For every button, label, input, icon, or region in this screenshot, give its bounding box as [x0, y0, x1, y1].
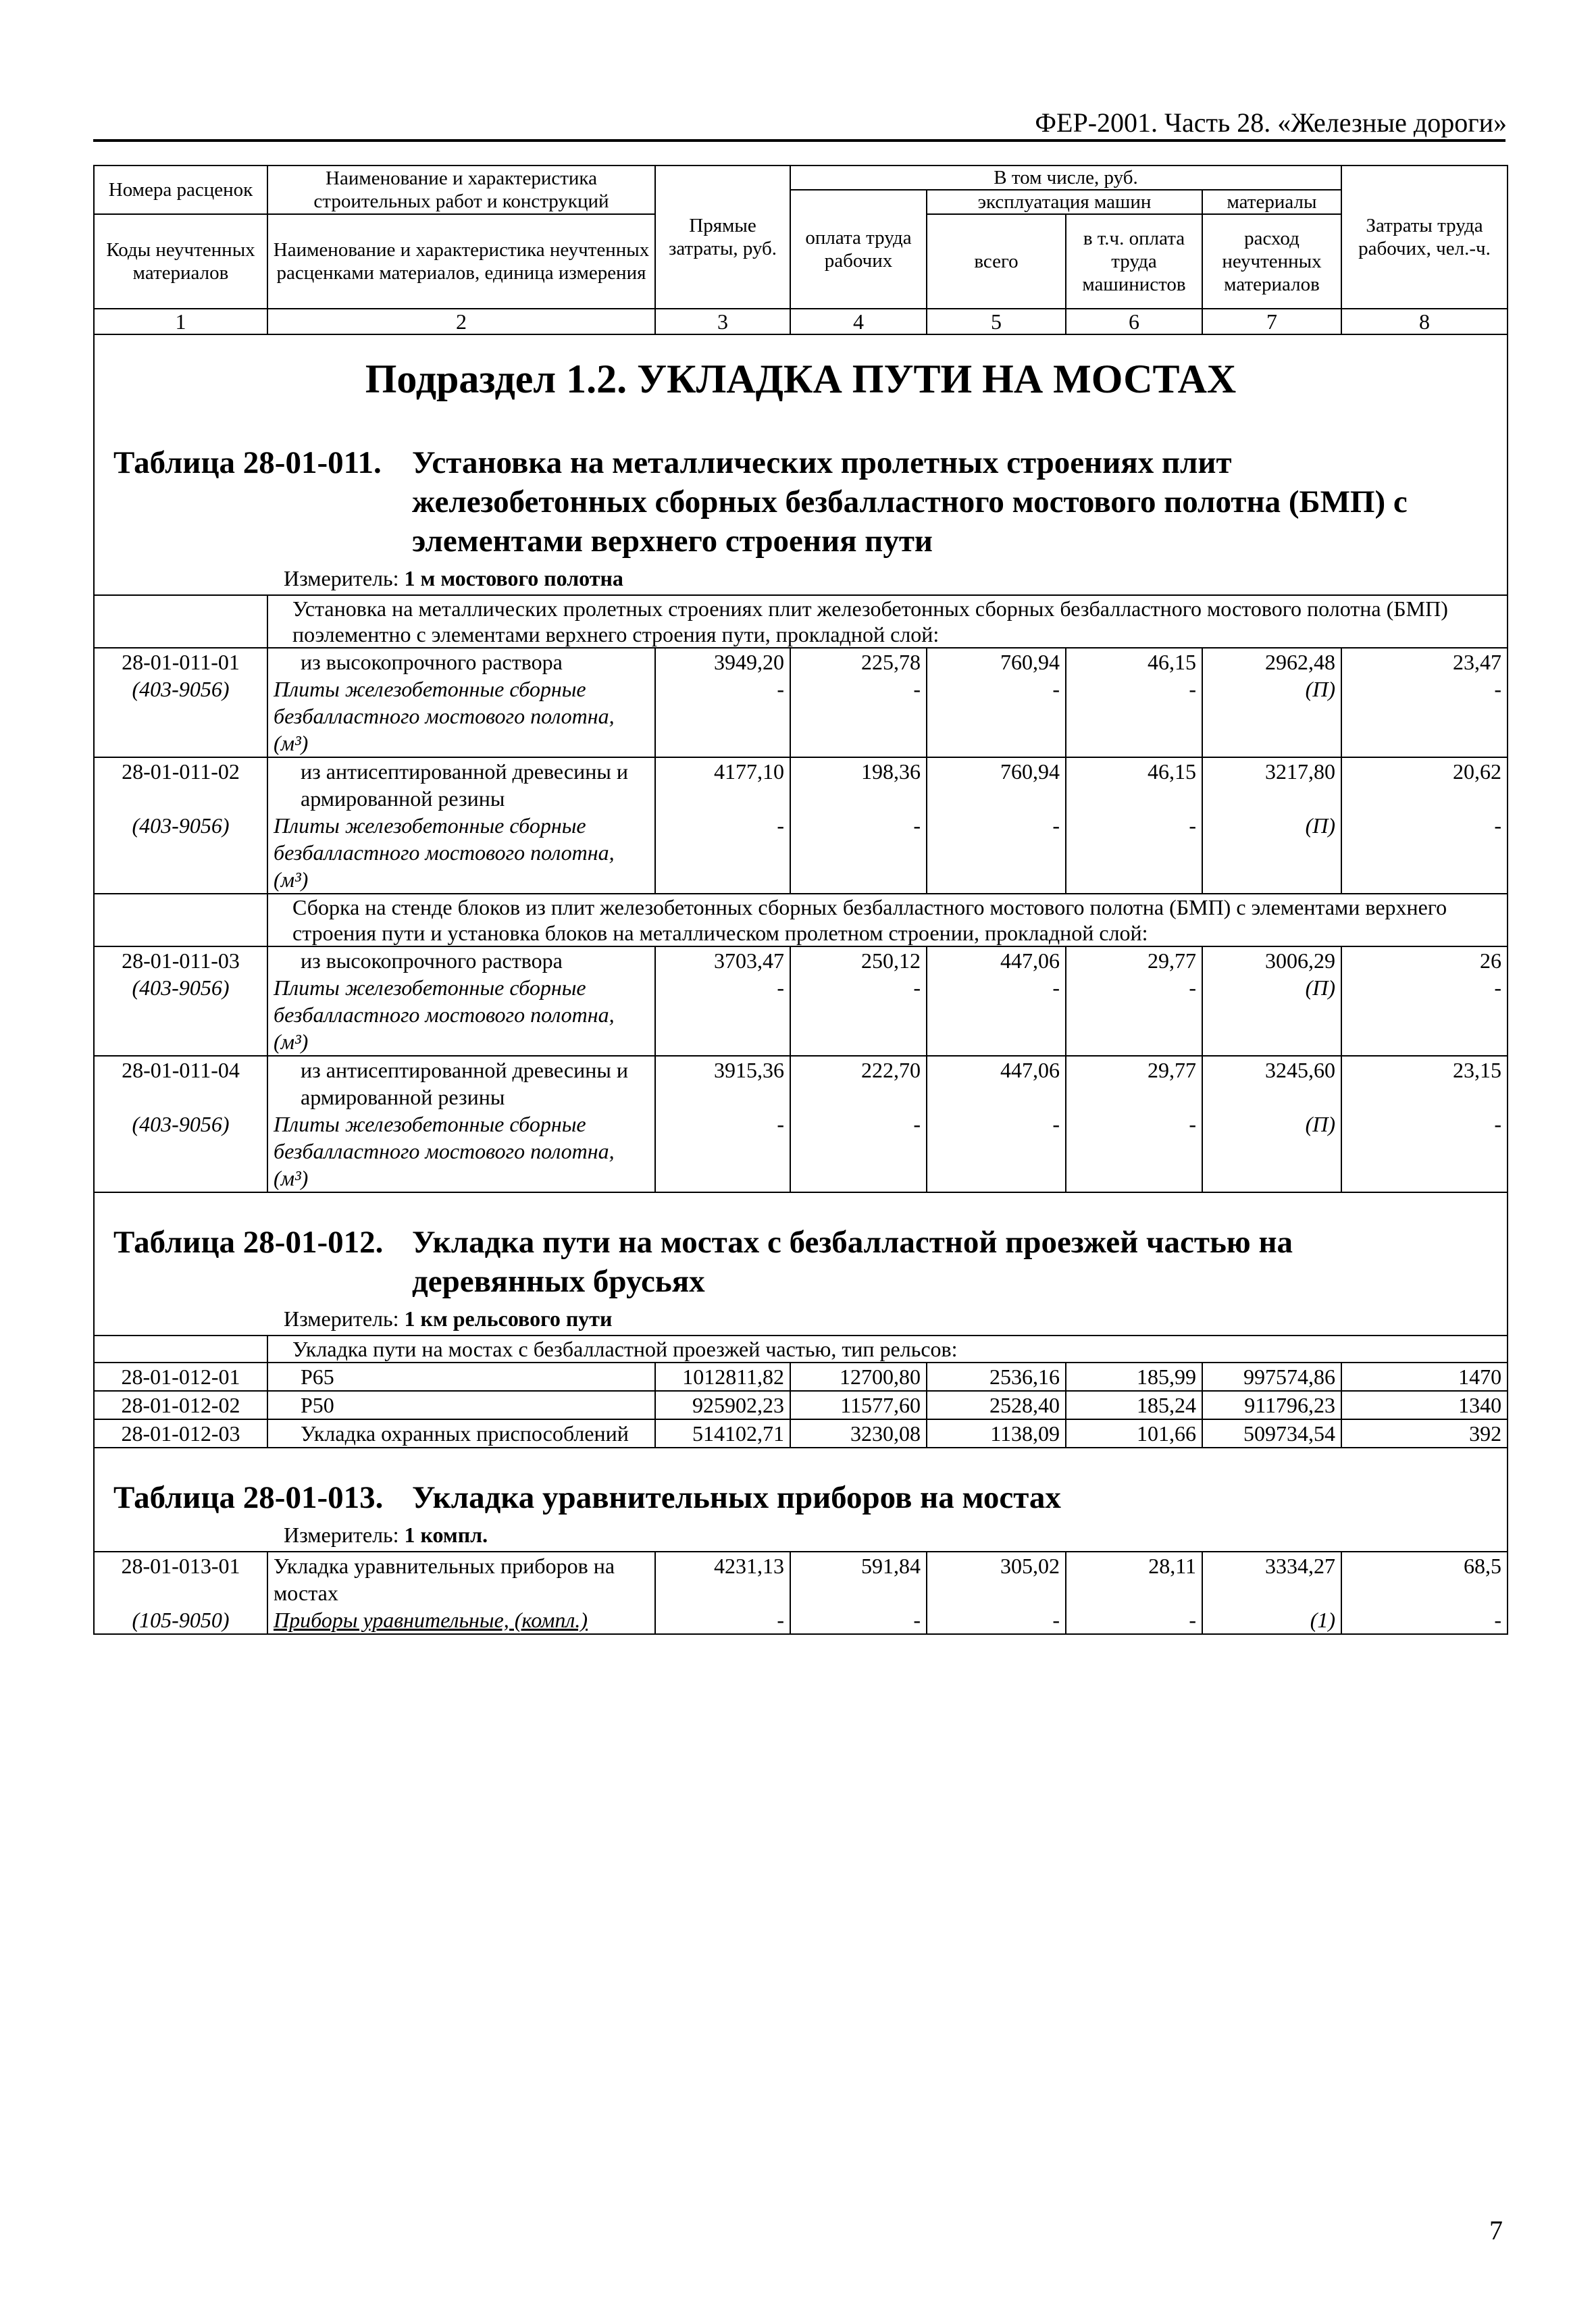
cell-labor: 23,15	[1341, 1056, 1507, 1111]
cell-machines: 760,94	[927, 757, 1066, 812]
cell-wages: 11577,60	[790, 1391, 927, 1419]
material-cell: -	[1066, 974, 1202, 1056]
col-header-labor: Затраты труда рабочих, чел.-ч.	[1341, 166, 1507, 309]
table-011-group-1: Установка на металлических пролетных строениях плит железобетонных сборных безбалластного мостового полотна (БМП) поэлементно с элементами верхнего строения пути, прокладной слой:	[267, 595, 1507, 648]
cell-machines: 305,02	[927, 1552, 1066, 1606]
col-header-number-top: Номера расценок	[95, 166, 267, 214]
measure-value: 1 компл.	[404, 1523, 488, 1547]
cell-machinist-wages: 46,15	[1066, 757, 1202, 812]
section-title: Подраздел 1.2. УКЛАДКА ПУТИ НА МОСТАХ	[365, 357, 1237, 401]
cell-direct: 4231,13	[655, 1552, 790, 1606]
group-spacer	[95, 595, 267, 648]
cell-machines: 447,06	[927, 946, 1066, 974]
col-num-8: 8	[1341, 309, 1507, 334]
material-cell: (П)	[1202, 812, 1341, 894]
table-011-title	[95, 443, 1507, 561]
col-header-name-bottom: Наименование и характеристика неучтенных расценками материалов, единица измерения	[267, 214, 655, 309]
table-row-name: из высокопрочного раствора	[267, 648, 655, 676]
table-row-code: 28-01-013-01	[95, 1552, 267, 1606]
table-row-name: Р50	[267, 1391, 655, 1419]
cell-labor: 392	[1341, 1419, 1507, 1448]
material-code: (403-9056)	[95, 1111, 267, 1192]
cell-machines: 2536,16	[927, 1363, 1066, 1391]
cell-wages: 3230,08	[790, 1419, 927, 1448]
material-cell: -	[1066, 812, 1202, 894]
table-row-name: Р65	[267, 1363, 655, 1391]
table-012-number: Таблица 28-01-012.	[113, 1225, 384, 1260]
cell-direct: 3703,47	[655, 946, 790, 974]
cell-labor: 26	[1341, 946, 1507, 974]
material-cell: -	[655, 974, 790, 1056]
cell-labor: 1340	[1341, 1391, 1507, 1419]
cell-machinist-wages: 185,99	[1066, 1363, 1202, 1391]
table-row-name: Укладка уравнительных приборов на мостах	[267, 1552, 655, 1606]
cell-wages: 591,84	[790, 1552, 927, 1606]
material-cell: -	[1066, 1606, 1202, 1634]
col-num-7: 7	[1202, 309, 1341, 334]
material-cell: -	[1066, 1111, 1202, 1192]
cell-direct: 925902,23	[655, 1391, 790, 1419]
cell-direct: 3949,20	[655, 648, 790, 676]
group-spacer	[95, 1336, 267, 1363]
cell-labor: 1470	[1341, 1363, 1507, 1391]
material-cell: -	[1341, 974, 1507, 1056]
cell-labor: 23,47	[1341, 648, 1507, 676]
cell-machinist-wages: 101,66	[1066, 1419, 1202, 1448]
measure-value: 1 м мостового полотна	[404, 566, 623, 590]
col-header-including: В том числе, руб.	[790, 166, 1341, 190]
column-header-table	[95, 165, 1507, 335]
table-013-title-line1: Укладка уравнительных приборов на мостах	[412, 1480, 1061, 1515]
material-cell: -	[1341, 812, 1507, 894]
document-body	[93, 165, 1508, 1635]
material-cell: -	[1341, 1111, 1507, 1192]
material-cell: -	[655, 1606, 790, 1634]
material-name: Плиты железобетонные сборные безбалластного мостового полотна, (м³)	[267, 676, 655, 757]
cell-materials: 2962,48	[1202, 648, 1341, 676]
table-013	[95, 1551, 1507, 1635]
col-header-machines-total: всего	[927, 214, 1066, 309]
table-011-group-2: Сборка на стенде блоков из плит железобетонных сборных безбалластного мостового полотна (БМП) с элементами верхнего строения пути и установка блоков на металлическом пролетном строении, прокладной слой:	[267, 894, 1507, 946]
measure-label: Измеритель:	[284, 1306, 399, 1331]
cell-materials: 3334,27	[1202, 1552, 1341, 1606]
cell-machines: 760,94	[927, 648, 1066, 676]
table-012-title-line1: Укладка пути на мостах с безбалластной проезжей частью на	[412, 1225, 1293, 1260]
cell-materials: 3245,60	[1202, 1056, 1341, 1111]
table-row-code: 28-01-011-03	[95, 946, 267, 974]
material-code: (403-9056)	[95, 974, 267, 1056]
running-header: ФЕР-2001. Часть 28. «Железные дороги»	[1035, 107, 1507, 138]
table-012	[95, 1335, 1507, 1448]
material-cell: (1)	[1202, 1606, 1341, 1634]
table-013-title	[95, 1478, 1507, 1517]
table-011-title-line2: железобетонных сборных безбалластного мостового полотна (БМП) с	[412, 484, 1408, 519]
table-row-code: 28-01-011-01	[95, 648, 267, 676]
table-011-title-line1: Установка на металлических пролетных строениях плит	[412, 445, 1232, 480]
table-011	[95, 594, 1507, 1193]
col-header-materials-use: расход неучтенных материалов	[1202, 214, 1341, 309]
col-header-wages: оплата труда рабочих	[790, 190, 927, 309]
col-header-name-top: Наименование и характеристика строительных работ и конструкций	[267, 166, 655, 214]
material-cell: -	[927, 974, 1066, 1056]
material-cell: -	[1341, 676, 1507, 757]
cell-machines: 447,06	[927, 1056, 1066, 1111]
material-cell: -	[1066, 676, 1202, 757]
table-row-name: из высокопрочного раствора	[267, 946, 655, 974]
table-013-number: Таблица 28-01-013.	[113, 1480, 384, 1515]
material-name: Приборы уравнительные, (компл.)	[267, 1606, 655, 1634]
table-row-code: 28-01-011-04	[95, 1056, 267, 1111]
cell-materials: 509734,54	[1202, 1419, 1341, 1448]
material-cell: -	[790, 974, 927, 1056]
material-name: Плиты железобетонные сборные безбалластного мостового полотна, (м³)	[267, 974, 655, 1056]
material-cell: -	[927, 1606, 1066, 1634]
col-num-1: 1	[95, 309, 267, 334]
measure-label: Измеритель:	[284, 1523, 399, 1547]
group-spacer	[95, 894, 267, 946]
cell-machinist-wages: 29,77	[1066, 946, 1202, 974]
col-num-6: 6	[1066, 309, 1202, 334]
cell-machinist-wages: 29,77	[1066, 1056, 1202, 1111]
material-cell: -	[1341, 1606, 1507, 1634]
material-cell: (П)	[1202, 1111, 1341, 1192]
cell-machinist-wages: 185,24	[1066, 1391, 1202, 1419]
col-header-direct-costs: Прямые затраты, руб.	[655, 166, 790, 309]
cell-wages: 225,78	[790, 648, 927, 676]
col-num-5: 5	[927, 309, 1066, 334]
table-row-code: 28-01-011-02	[95, 757, 267, 812]
table-row-name: из антисептированной древесины и армированной резины	[267, 757, 655, 812]
cell-direct: 514102,71	[655, 1419, 790, 1448]
col-num-4: 4	[790, 309, 927, 334]
table-row-code: 28-01-012-02	[95, 1391, 267, 1419]
measure-value: 1 км рельсового пути	[404, 1306, 613, 1331]
table-row-name: из антисептированной древесины и армированной резины	[267, 1056, 655, 1111]
cell-machines: 2528,40	[927, 1391, 1066, 1419]
col-header-codes: Коды неучтенных материалов	[95, 214, 267, 309]
material-cell: (П)	[1202, 974, 1341, 1056]
material-code: (403-9056)	[95, 812, 267, 894]
page-number: 7	[1489, 2215, 1503, 2245]
cell-wages: 198,36	[790, 757, 927, 812]
header-rule	[93, 139, 1505, 142]
material-cell: -	[790, 676, 927, 757]
material-cell: -	[655, 1111, 790, 1192]
col-header-machines: эксплуатация машин	[927, 190, 1202, 214]
cell-machinist-wages: 46,15	[1066, 648, 1202, 676]
measure-label: Измеритель:	[284, 566, 399, 590]
table-011-title-line3: элементами верхнего строения пути	[412, 524, 933, 559]
cell-direct: 1012811,82	[655, 1363, 790, 1391]
material-cell: -	[927, 812, 1066, 894]
cell-machinist-wages: 28,11	[1066, 1552, 1202, 1606]
cell-materials: 3006,29	[1202, 946, 1341, 974]
table-row-code: 28-01-012-03	[95, 1419, 267, 1448]
cell-machines: 1138,09	[927, 1419, 1066, 1448]
cell-materials: 911796,23	[1202, 1391, 1341, 1419]
table-row-code: 28-01-012-01	[95, 1363, 267, 1391]
cell-wages: 250,12	[790, 946, 927, 974]
cell-wages: 222,70	[790, 1056, 927, 1111]
table-012-title-line2: деревянных брусьях	[412, 1264, 705, 1299]
col-header-machinist-wages: в т.ч. оплата труда машинистов	[1066, 214, 1202, 309]
table-012-measure	[95, 1305, 1507, 1332]
table-011-measure	[95, 565, 1507, 592]
material-cell: -	[790, 812, 927, 894]
material-name: Плиты железобетонные сборные безбалластного мостового полотна, (м³)	[267, 1111, 655, 1192]
cell-wages: 12700,80	[790, 1363, 927, 1391]
table-011-number: Таблица 28-01-011.	[113, 445, 382, 480]
material-code: (403-9056)	[95, 676, 267, 757]
material-name: Плиты железобетонные сборные безбалластного мостового полотна, (м³)	[267, 812, 655, 894]
cell-materials: 997574,86	[1202, 1363, 1341, 1391]
material-cell: -	[790, 1606, 927, 1634]
cell-materials: 3217,80	[1202, 757, 1341, 812]
material-code: (105-9050)	[95, 1606, 267, 1634]
col-num-3: 3	[655, 309, 790, 334]
material-cell: (П)	[1202, 676, 1341, 757]
material-cell: -	[927, 676, 1066, 757]
table-013-measure	[95, 1521, 1507, 1548]
table-row-name: Укладка охранных приспособлений	[267, 1419, 655, 1448]
material-cell: -	[655, 676, 790, 757]
col-header-materials: материалы	[1202, 190, 1341, 214]
material-cell: -	[790, 1111, 927, 1192]
cell-labor: 20,62	[1341, 757, 1507, 812]
table-012-group: Укладка пути на мостах с безбалластной проезжей частью, тип рельсов:	[267, 1336, 1507, 1363]
table-012-title	[95, 1223, 1507, 1301]
cell-direct: 4177,10	[655, 757, 790, 812]
material-cell: -	[655, 812, 790, 894]
cell-direct: 3915,36	[655, 1056, 790, 1111]
cell-labor: 68,5	[1341, 1552, 1507, 1606]
material-cell: -	[927, 1111, 1066, 1192]
col-num-2: 2	[267, 309, 655, 334]
